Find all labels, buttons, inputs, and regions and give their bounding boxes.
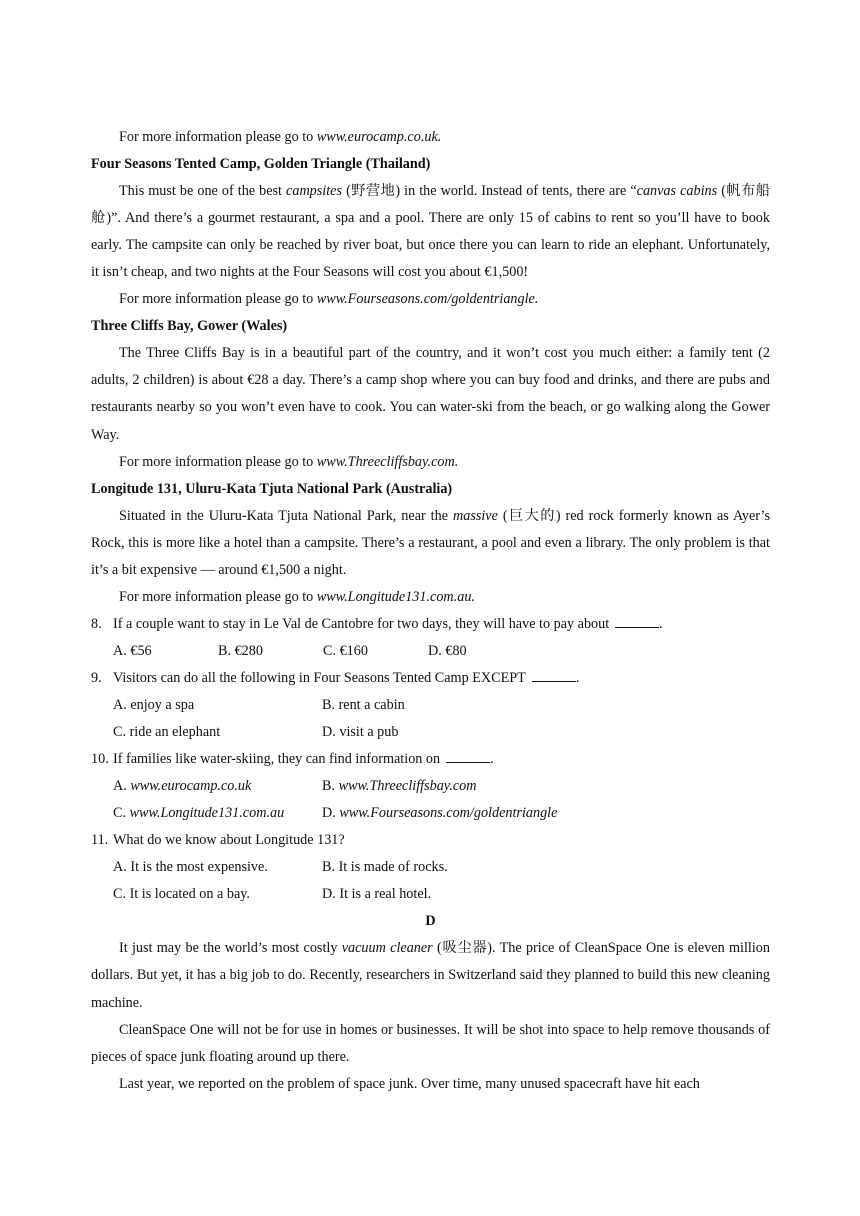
answer-option[interactable] [113,638,218,665]
question [91,746,770,773]
section-heading [91,476,770,503]
option-letter: B. [322,778,339,795]
text-run: rent a cabin [338,696,405,713]
text-run: Longitude 131, Uluru-Kata Tjuta National Park (Australia) [91,480,453,497]
question [91,827,770,854]
italic-text: www.eurocamp.co.uk [130,778,252,795]
text-run: (帆布船舱)”. And there’s a gourmet restaurant, a spa and a pool. There are only 15 of cabins to rent so you’ll have to book early. The campsite can only be reached by river boat, but once there you can learn to ride an elephant. Unfortunately, it isn’t cheap, and two nights at the Four Seasons will cost you about €1,500! [91,183,770,281]
answer-options [91,638,770,665]
text-run: Four Seasons Tented Camp, Golden Triangle (Thailand) [91,156,431,173]
answer-option[interactable] [113,854,322,881]
text-run: It is a real hotel. [339,886,432,903]
option-letter: C. [113,886,130,903]
option-letter: C. [113,805,130,822]
text-run: enjoy a spa [130,696,195,713]
text-run: It is located on a bay. [129,886,250,903]
answer-option[interactable] [322,800,557,827]
italic-text: www.Fourseasons.com/goldentriangle. [316,291,539,308]
question-number: 9. [91,669,102,686]
answer-option[interactable] [322,881,431,908]
answer-option[interactable] [322,719,398,746]
question-punctuation: . [490,751,494,768]
question-text [113,827,345,854]
option-letter: B. [322,859,339,876]
option-letter: C. [113,724,130,741]
italic-text: www.eurocamp.co.uk. [316,129,442,145]
paragraph [91,1017,770,1071]
option-letter: A. [113,642,131,659]
option-letter: D. [322,886,340,903]
question [91,665,770,692]
italic-text: vacuum cleaner [341,940,433,957]
answer-option[interactable] [113,800,322,827]
text-run: visit a pub [339,724,399,741]
answer-option[interactable] [322,854,448,881]
question-number: 11. [91,832,109,849]
paragraph [91,449,770,476]
option-letter: D. [322,805,340,822]
text-run: Situated in the Uluru-Kata Tjuta National Park, near the [119,507,453,524]
answer-options [91,719,770,746]
text-run: For more information please go to [119,129,317,145]
section-heading [91,151,770,178]
answer-option[interactable] [113,773,322,800]
text-run: (巨大的) red rock formerly known as Ayer’s Rock, this is more like a hotel than a campsite. There’s a restaurant, a pool and even a library. The only problem is that it’s a bit expensive — around €1,500 a night. [91,507,770,578]
text-run: For more information please go to [119,291,317,308]
option-letter: B. [218,642,235,659]
italic-text: massive [452,507,498,524]
paragraph [91,584,770,611]
text-run: It is the most expensive. [130,859,268,876]
answer-option[interactable] [113,881,322,908]
paragraph [91,503,770,584]
answer-options [91,800,770,827]
question-punctuation: . [575,669,580,686]
question-text [113,611,663,638]
italic-text: www.Threecliffsbay.com [338,778,477,795]
question-text [113,746,494,773]
answer-blank[interactable] [615,613,659,628]
question-text [113,665,579,692]
text-run: €160 [339,642,368,659]
question-number: 10. [91,751,109,768]
text-run: It just may be the world’s most costly [119,940,342,957]
text-run: Three Cliffs Bay, Gower (Wales) [91,318,288,335]
text-run: It is made of rocks. [338,859,448,876]
answer-option[interactable] [113,692,322,719]
text-run: €280 [234,642,263,659]
text-run: For more information please go to [119,588,317,605]
text-run: CleanSpace One will not be for use in homes or businesses. It will be shot into space to help remove thousands of pieces of space junk floating around up there. [91,1021,770,1065]
answer-options [91,881,770,908]
italic-text: www.Threecliffsbay.com. [316,453,459,470]
text-run: ride an elephant [129,724,221,741]
italic-text: www.Longitude131.com.au. [316,588,475,605]
option-letter: C. [323,642,340,659]
answer-option[interactable] [323,638,428,665]
paragraph [91,1071,770,1098]
text-run: The Three Cliffs Bay is in a beautiful part of the country, and it won’t cost you much either: a family tent (2 adults, 2 children) is about €28 a day. There’s a camp shop where you can buy food and drinks, and there are pubs and restaurants nearby so you won’t even have to cook. You can water-ski from the beach, or go walking along the Gower Way. [91,345,770,443]
question-number: 8. [91,615,102,632]
text-run: If a couple want to stay in Le Val de Cantobre for two days, they will have to pay about [113,615,610,632]
paragraph [91,935,770,1016]
answer-blank[interactable] [532,667,576,682]
italic-text: www.Fourseasons.com/goldentriangle [339,805,558,822]
paragraph [91,340,770,448]
text-run: What do we know about Longitude 131? [113,832,345,849]
italic-text: www.Longitude131.com.au [129,805,285,822]
answer-blank[interactable] [446,748,490,763]
option-letter: A. [113,696,131,713]
text-run: Visitors can do all the following in Four Seasons Tented Camp EXCEPT [113,669,526,686]
answer-option[interactable] [218,638,323,665]
answer-option[interactable] [113,719,322,746]
answer-option[interactable] [322,692,405,719]
option-letter: A. [113,859,131,876]
section-heading [91,313,770,340]
text-run: If families like water-skiing, they can find information on [113,751,441,768]
document-page [91,124,770,1098]
question [91,611,770,638]
text-run: €56 [130,642,152,659]
italic-text: campsites [286,183,343,200]
text-run: (吸尘器). The price of CleanSpace One is eleven million dollars. But yet, it has a big job to do. Recently, researchers in Switzerland said they planned to build this new cleaning machine. [91,940,770,1011]
paragraph [91,178,770,286]
passage-letter [91,908,770,935]
answer-options [91,854,770,881]
text-run: For more information please go to [119,453,317,470]
question-punctuation: . [659,615,663,632]
text-run: D [425,913,436,930]
paragraph [91,286,770,313]
option-letter: D. [428,642,446,659]
answer-options [91,773,770,800]
option-letter: B. [322,696,339,713]
option-letter: D. [322,724,340,741]
paragraph [91,124,770,151]
answer-option[interactable] [428,638,533,665]
answer-option[interactable] [322,773,477,800]
option-letter: A. [113,778,131,795]
text-run: €80 [445,642,467,659]
answer-options [91,692,770,719]
text-run: This must be one of the best [119,183,287,200]
italic-text: canvas cabins [636,183,718,200]
text-run: (野营地) in the world. Instead of tents, there are “ [342,183,637,200]
text-run: Last year, we reported on the problem of space junk. Over time, many unused spacecraft have hit each [119,1075,700,1092]
